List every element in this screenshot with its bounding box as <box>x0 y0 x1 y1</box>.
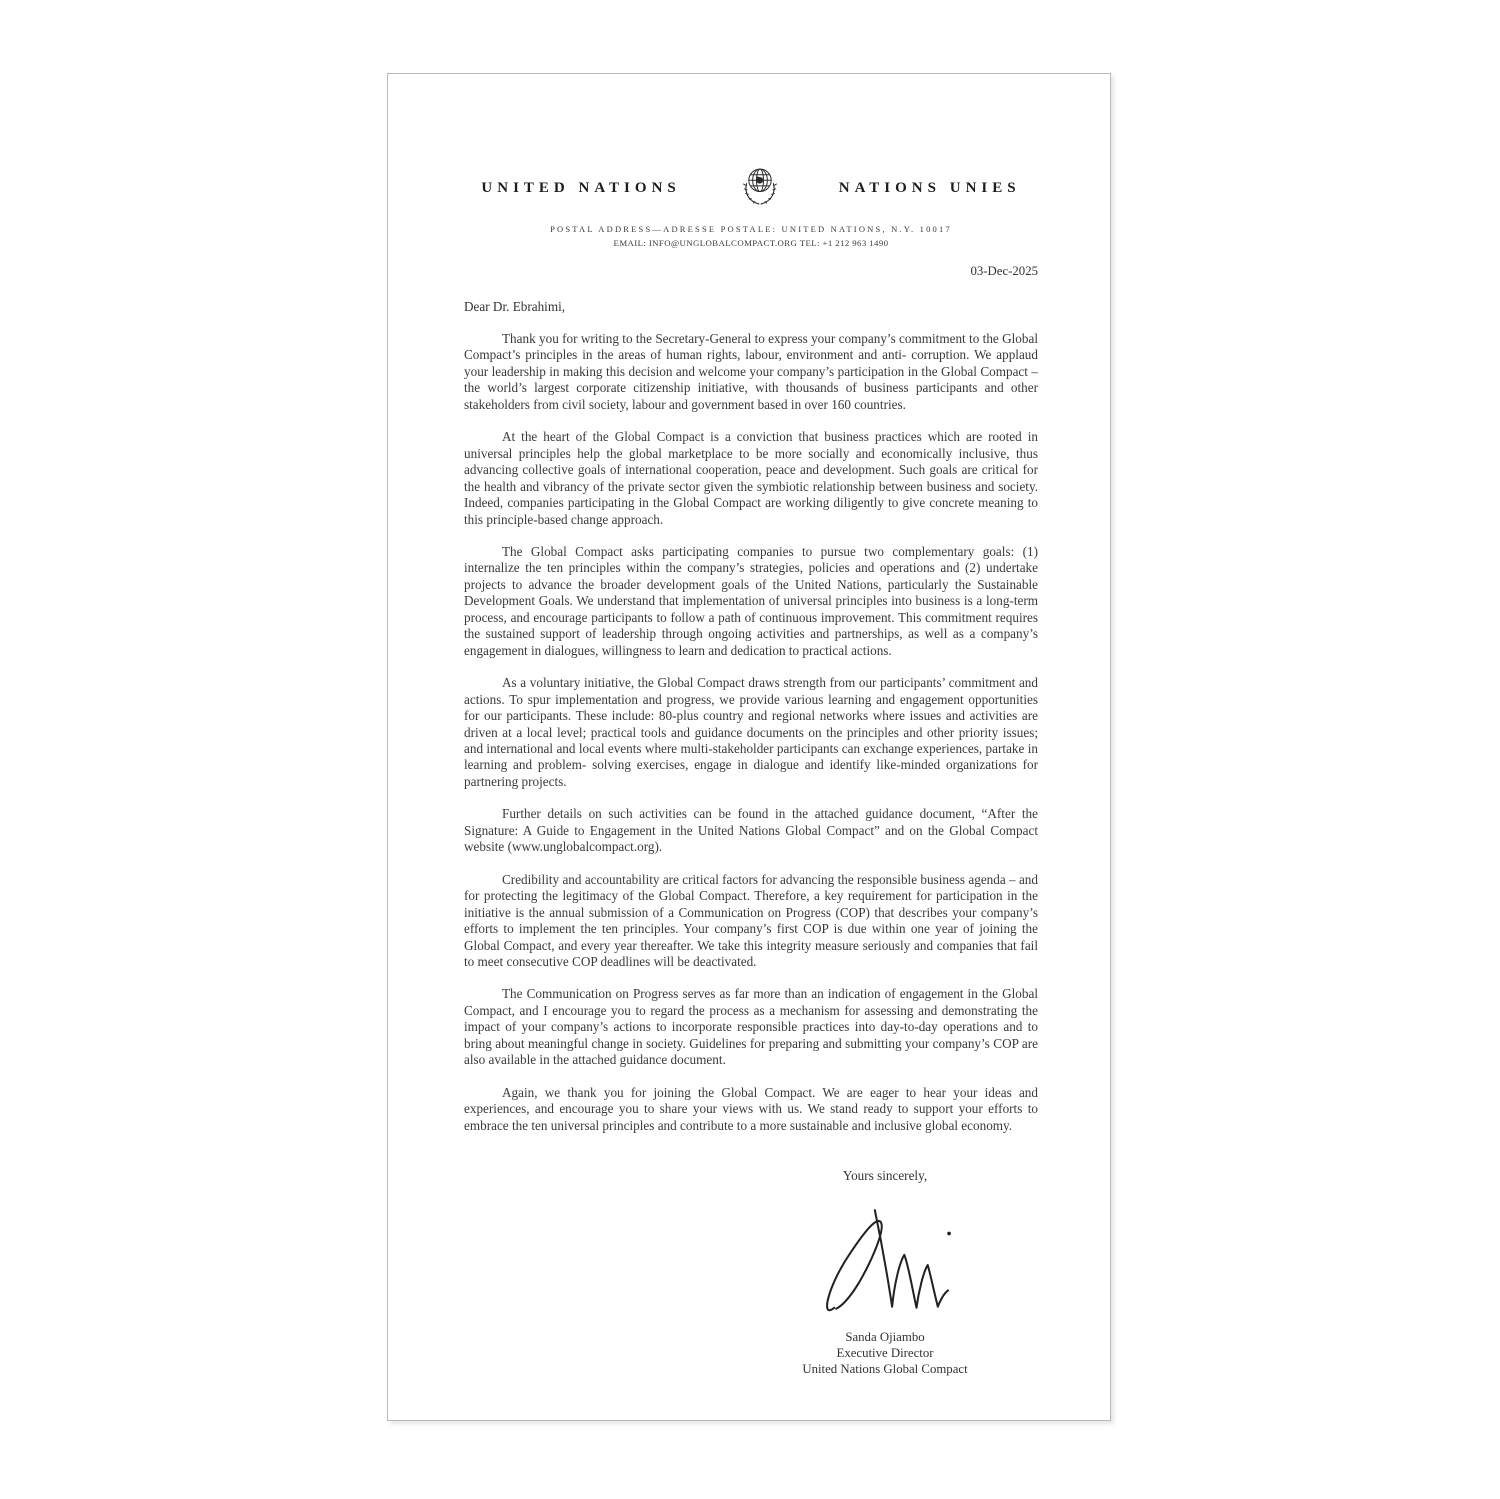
letterhead <box>464 162 1038 214</box>
paragraph: The Global Compact asks participating companies to pursue two complementary goals: (1) internalize the ten principles within the company’s strategies, policies and operations and (2) undertake projects to advance the broader development goals of the United Nations, particularly the Sustainable Development Goals. We understand that implementation of universal principles into business is a long-term process, and encourage participants to follow a path of continuous improvement. This commitment requires the sustained support of leadership through ongoing activities and partnerships, as well as a company’s engagement in dialogues, willingness to learn and dedication to practical actions. <box>464 543 1038 658</box>
handwritten-signature-icon <box>810 1202 960 1324</box>
paragraph: At the heart of the Global Compact is a conviction that business practices which are rooted in universal principles help the global marketplace to be more socially and economically inclusive, thus advancing collective goals of international cooperation, peace and development. Such goals are critical for the health and vibrancy of the private sector given the symbiotic relationship between business and society. Indeed, companies participating in the Global Compact are working diligently to give concrete meaning to this principle-based change approach. <box>464 429 1038 527</box>
signer-org: United Nations Global Compact <box>802 1362 968 1377</box>
letter-page <box>387 73 1111 1421</box>
paragraph: Thank you for writing to the Secretary-General to express your company’s commitment to the Global Compact’s principles in the areas of human rights, labour, environment and anti- corruption. We applaud your leadership in making this decision and welcome your company’s participation in the Global Compact – the world’s largest corporate citizenship initiative, with thousands of business participants and other stakeholders from civil society, labour and government based in over 160 countries. <box>464 331 1038 412</box>
contact-line: EMAIL: INFO@UNGLOBALCOMPACT.ORG TEL: +1 212 963 1490 <box>613 238 889 248</box>
paragraph: Again, we thank you for joining the Global Compact. We are eager to hear your ideas and experiences, and encourage you to share your views with us. We stand ready to support your efforts to embrace the ten universal principles and contribute to a more sustainable and inclusive global economy. <box>464 1084 1038 1133</box>
signer-name: Sanda Ojiambo <box>845 1330 925 1345</box>
un-emblem-icon <box>739 162 781 214</box>
valediction: Yours sincerely, <box>842 1168 928 1184</box>
paragraph: Credibility and accountability are critical factors for advancing the responsible business agenda – and for protecting the legitimacy of the Global Compact. Therefore, a key requirement for participation in the initiative is the annual submission of a Communication on Progress (COP) that describes your company’s efforts to implement the ten principles. Your company’s first COP is due within one year of joining the Global Compact, and every year thereafter. We take this integrity measure seriously and companies that fail to meet consecutive COP deadlines will be deactivated. <box>464 871 1038 969</box>
closing-block <box>720 1168 1050 1378</box>
paragraph: Further details on such activities can be found in the attached guidance document, “After the Signature: A Guide to Engagement in the United Nations Global Compact” and on the Global Compact website (www.unglobalcompact.org). <box>464 806 1038 855</box>
letter-date: 03-Dec-2025 <box>970 264 1038 278</box>
letter-body <box>464 331 1038 1134</box>
letterhead-left-title: UNITED NATIONS <box>481 179 681 196</box>
postal-address-line: POSTAL ADDRESS—ADRESSE POSTALE: UNITED NATIONS, N.Y. 10017 <box>550 224 952 234</box>
signer-title: Executive Director <box>836 1346 934 1361</box>
paragraph: As a voluntary initiative, the Global Compact draws strength from our participants’ commitment and actions. To spur implementation and progress, we provide various learning and engagement opportunities for our participants. These include: 80-plus country and regional networks where issues and activities are driven at a local level; practical tools and guidance documents on the principles and other priority issues; and international and local events where multi-stakeholder participants can exchange experiences, partake in learning and problem- solving exercises, engage in dialogue and identify like-minded organizations for partnering projects. <box>464 675 1038 789</box>
letterhead-right-title: NATIONS UNIES <box>838 179 1021 196</box>
paragraph: The Communication on Progress serves as far more than an indication of engagement in the Global Compact, and I encourage you to regard the process as a mechanism for assessing and demonstrating the impact of your company’s actions to incorporate responsible practices into day-to-day operations and to bring about meaningful change in society. Guidelines for preparing and submitting your company’s COP are also available in the attached guidance document. <box>464 986 1038 1068</box>
letterhead-subtitle <box>464 224 1038 248</box>
salutation: Dear Dr. Ebrahimi, <box>464 299 566 314</box>
